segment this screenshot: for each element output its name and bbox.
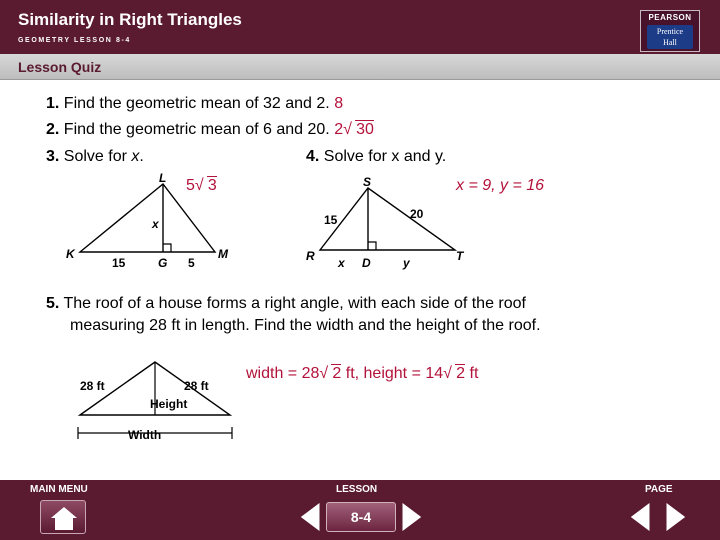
answer-part-a: width = 28 (246, 365, 320, 382)
question-5-text-line2: measuring 28 ft in length. Find the width and the height of the roof. (70, 317, 541, 334)
main-menu-button[interactable] (40, 500, 86, 534)
triangle-rst-figure (300, 172, 480, 272)
radical (343, 121, 374, 139)
question-1 (46, 95, 343, 113)
roof-left-side: 28 ft (80, 379, 105, 393)
lesson-quiz-bar (0, 54, 720, 80)
question-4-text: Solve for x and y. (323, 148, 447, 165)
segment-label-15: 15 (112, 256, 126, 270)
header-bar (0, 0, 720, 54)
page-title: Similarity in Right Triangles (18, 10, 242, 29)
question-5-number: 5. (46, 295, 60, 312)
question-4-number: 4. (306, 148, 320, 165)
triangle-klm-figure (60, 170, 240, 270)
question-1-answer: 8 (334, 95, 344, 112)
roof-right-side: 28 ft (184, 379, 209, 393)
page-prev-button[interactable] (626, 500, 652, 534)
home-icon (41, 501, 87, 535)
roof-width-label: Width (128, 428, 162, 442)
logo-line2: Hall (663, 38, 677, 47)
radical (319, 365, 341, 383)
logo-brand: PEARSON (648, 13, 692, 22)
side-label-15: 15 (324, 213, 338, 227)
question-2-text: Find the geometric mean of 6 and 20. (63, 121, 330, 138)
lesson-number-button[interactable]: 8-4 (326, 502, 396, 532)
lesson-quiz-label: Lesson Quiz (18, 59, 102, 75)
question-5-text-line1: The roof of a house forms a right angle, with each side of the roof (63, 295, 526, 312)
radical-sign-icon: √ (443, 365, 452, 382)
question-2-answer (334, 121, 374, 138)
vertex-label-left: K (66, 247, 75, 261)
radical (443, 365, 465, 383)
lesson-label: LESSON (336, 484, 378, 495)
vertex-label-top: L (159, 171, 167, 185)
answer-part-b: ft, height = 14 (345, 365, 444, 382)
triangle-right-icon (664, 500, 690, 534)
roof-height-label: Height (150, 397, 188, 411)
radicand: 30 (356, 121, 374, 138)
roof-figure (60, 350, 240, 450)
answer-part-c: ft (469, 365, 479, 382)
radicand: 2 (456, 365, 466, 382)
prentice-hall-mark (647, 25, 693, 49)
answer-coefficient: 5 (186, 177, 195, 194)
lesson-prev-button[interactable] (296, 500, 322, 534)
vertex-label-right: T (456, 249, 464, 263)
question-1-text: Find the geometric mean of 32 and 2. (63, 95, 330, 112)
question-3 (46, 148, 144, 166)
triangle-klm (80, 184, 215, 252)
question-5-answer (246, 365, 478, 383)
segment-label-x: x (338, 256, 345, 270)
question-2-number: 2. (46, 121, 60, 138)
question-3-var: x (131, 148, 140, 165)
segment-label-5: 5 (188, 256, 195, 270)
answer-coefficient: 2 (334, 121, 344, 138)
question-2 (46, 121, 374, 139)
side-label-x: x (152, 217, 159, 231)
vertex-label-right: M (218, 247, 228, 261)
page-label: PAGE (645, 484, 673, 495)
right-angle-mark (368, 242, 376, 250)
question-3-text: Solve for (63, 148, 132, 165)
pearson-logo (640, 10, 700, 52)
foot-label: G (158, 256, 168, 270)
triangle-rst (320, 188, 455, 250)
page-next-button[interactable] (664, 500, 690, 534)
question-4-answer: x = 9, y = 16 (456, 177, 545, 194)
lesson-next-button[interactable] (400, 500, 426, 534)
segment-label-y: y (403, 256, 410, 270)
question-1-number: 1. (46, 95, 60, 112)
right-angle-mark (163, 244, 171, 252)
lesson-subtitle: GEOMETRY LESSON 8-4 (18, 37, 131, 44)
radical-sign-icon: √ (343, 121, 352, 138)
radical-sign-icon: √ (319, 365, 329, 382)
question-4 (306, 148, 446, 166)
logo-line1: Prentice (656, 27, 684, 36)
radicand: 2 (332, 365, 342, 382)
vertex-label-left: R (306, 249, 315, 263)
main-menu-label: MAIN MENU (30, 484, 88, 495)
footer-bar (0, 480, 720, 540)
question-5-line1 (46, 295, 526, 313)
triangle-right-icon (400, 500, 426, 534)
triangle-left-icon (626, 500, 652, 534)
triangle-left-icon (296, 500, 322, 534)
question-3-end: . (139, 148, 144, 165)
radicand: 3 (207, 177, 217, 194)
question-3-number: 3. (46, 148, 60, 165)
side-label-20: 20 (410, 207, 424, 221)
vertex-label-top: S (363, 175, 372, 189)
foot-label: D (362, 256, 371, 270)
radical-sign-icon: √ (194, 177, 204, 194)
